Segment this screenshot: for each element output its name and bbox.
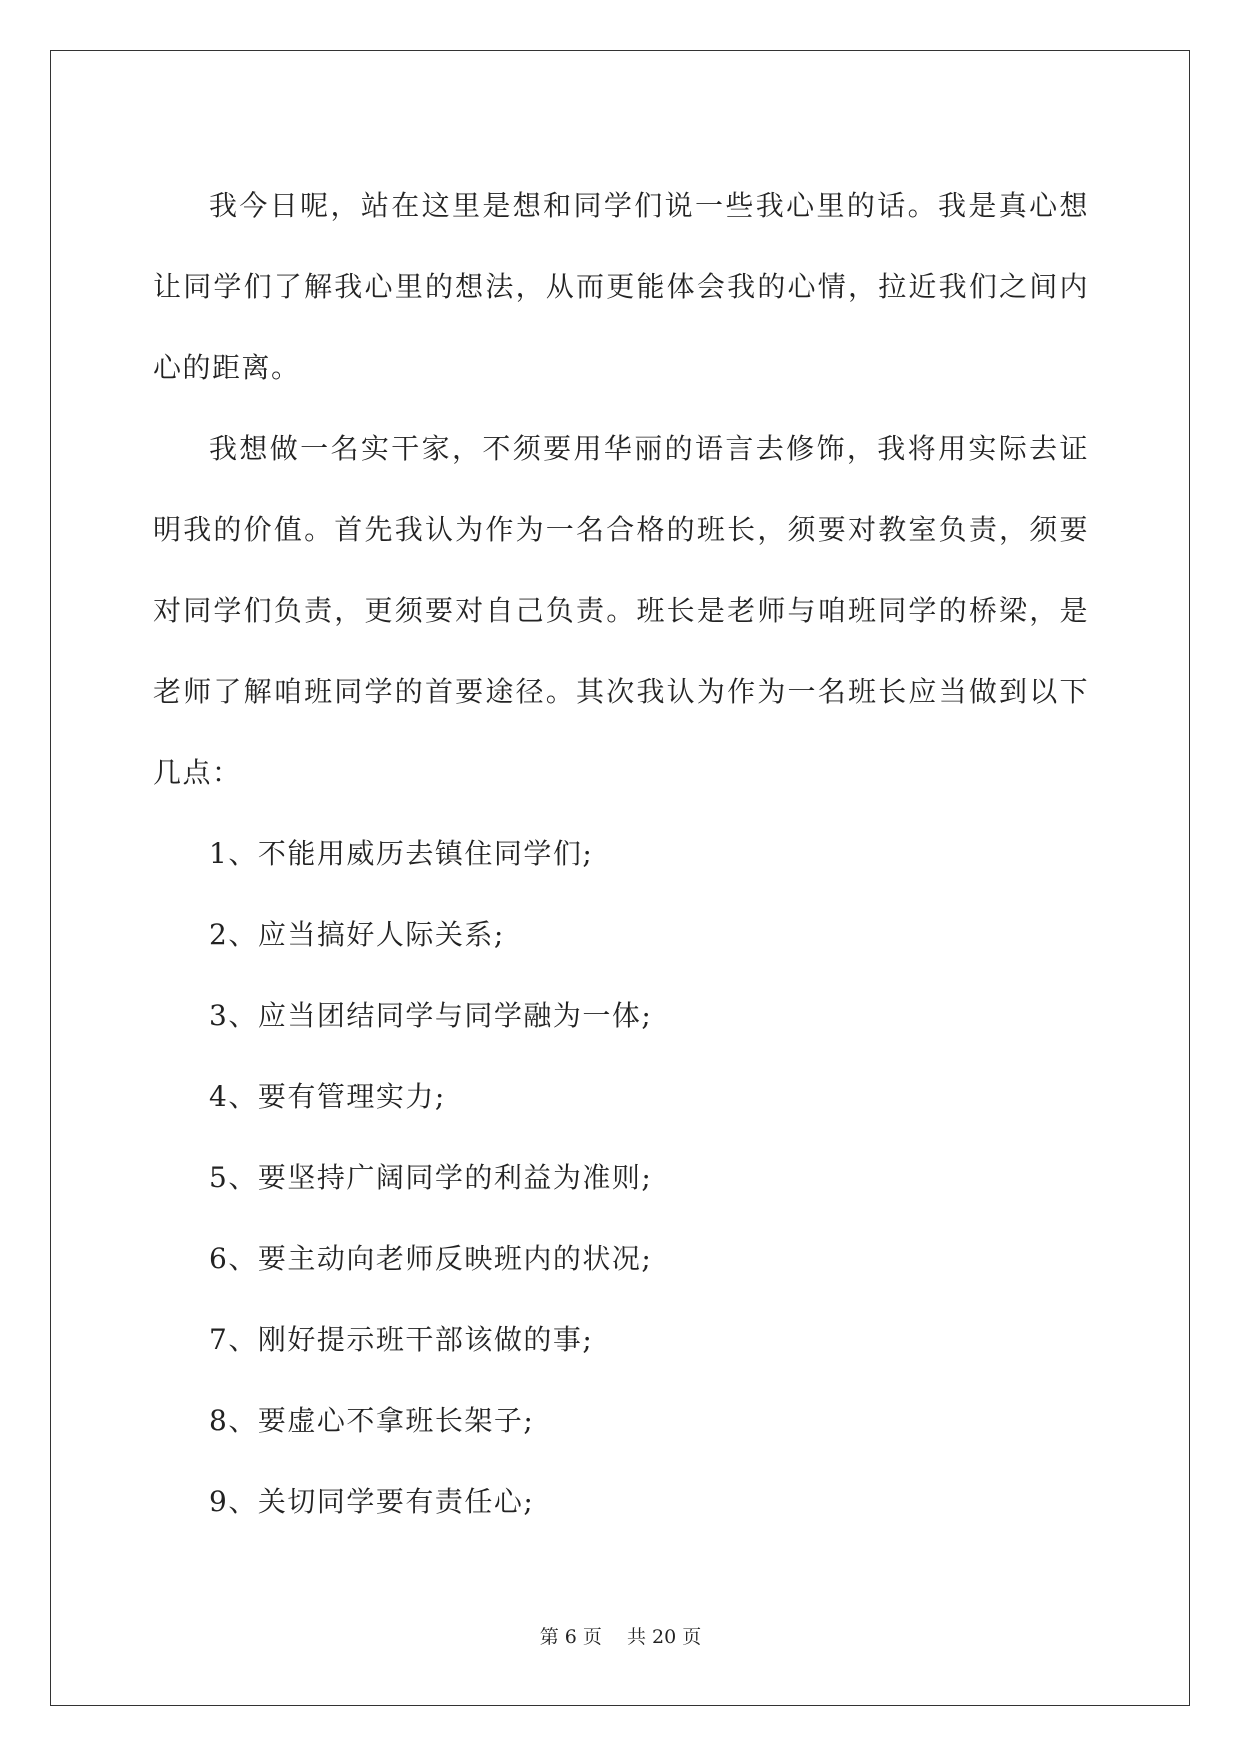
paragraph-intro: 我今日呢，站在这里是想和同学们说一些我心里的话。我是真心想让同学们了解我心里的想法，从而更能体会我的心情，拉近我们之间内心的距离。 bbox=[153, 189, 1089, 384]
list-item: 3、应当团结同学与同学融为一体; bbox=[209, 999, 653, 1032]
document-body bbox=[153, 165, 1089, 1542]
list-item: 5、要坚持广阔同学的利益为准则; bbox=[209, 1161, 653, 1194]
page-number-footer: 第 6 页 共 20 页 bbox=[539, 1626, 702, 1648]
paragraph-duties: 我想做一名实干家，不须要用华丽的语言去修饰，我将用实际去证明我的价值。首先我认为作为一名合格的班长，须要对教室负责，须要对同学们负责，更须要对自己负责。班长是老师与咱班同学的桥梁，是老师了解咱班同学的首要途径。其次我认为作为一名班长应当做到以下几点： bbox=[153, 432, 1089, 789]
list-item: 8、要虚心不拿班长架子; bbox=[209, 1404, 535, 1437]
list-item: 1、不能用威历去镇住同学们; bbox=[209, 837, 594, 870]
list-item: 4、要有管理实力; bbox=[209, 1080, 446, 1113]
list-item: 9、关切同学要有责任心; bbox=[209, 1485, 535, 1518]
list-item: 2、应当搞好人际关系; bbox=[209, 918, 505, 951]
list-item: 6、要主动向老师反映班内的状况; bbox=[209, 1242, 653, 1275]
list-item: 7、刚好提示班干部该做的事; bbox=[209, 1323, 594, 1356]
